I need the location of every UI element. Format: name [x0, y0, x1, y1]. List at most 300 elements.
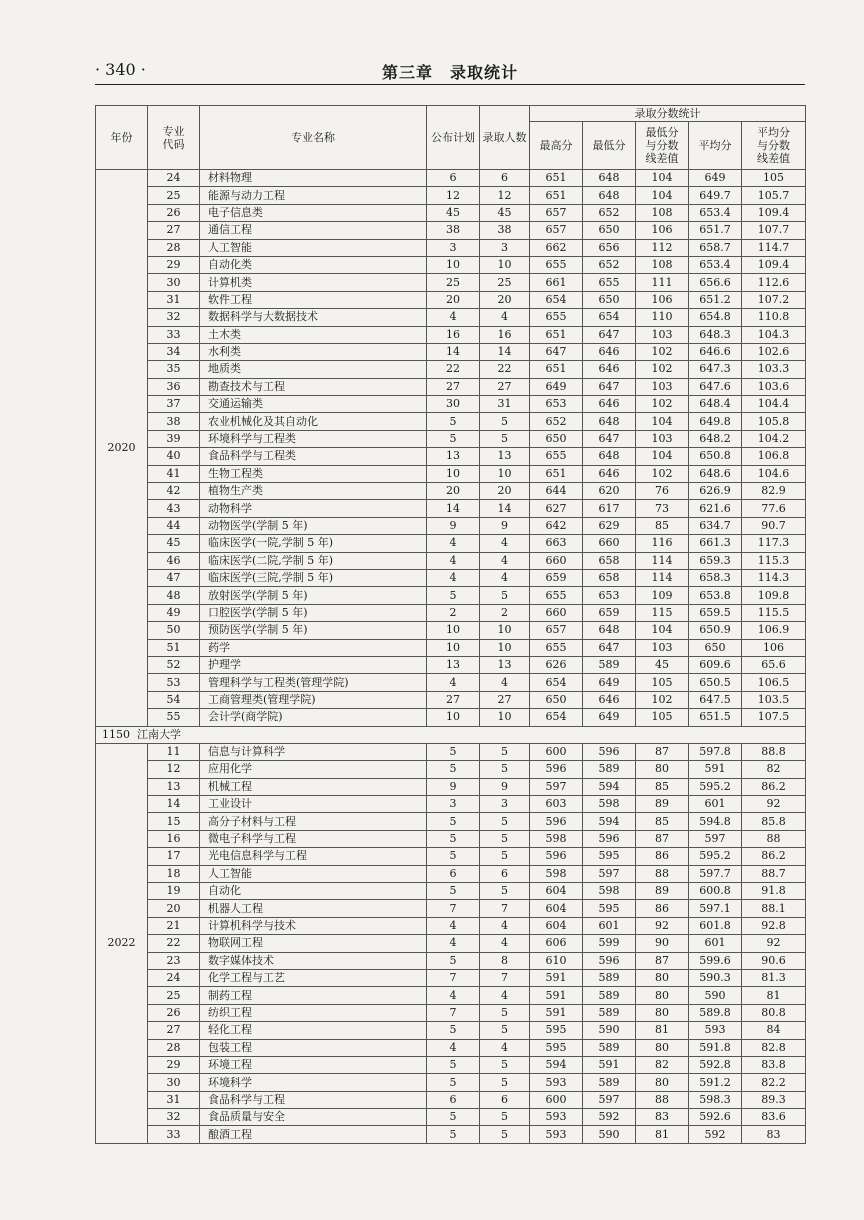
table-row [96, 848, 806, 865]
cell-avg: 651.2 [689, 291, 742, 308]
cell-min-diff: 85 [636, 778, 689, 795]
cell-min-diff: 114 [636, 569, 689, 586]
cell-avg-diff: 92 [742, 935, 806, 952]
cell-min: 646 [583, 396, 636, 413]
cell-max: 655 [530, 309, 583, 326]
cell-min: 601 [583, 917, 636, 934]
cell-min: 589 [583, 987, 636, 1004]
cell-admitted: 25 [480, 274, 530, 291]
header-min-diff: 最低分与分数线差值 [636, 122, 689, 170]
cell-plan: 9 [427, 778, 480, 795]
cell-admitted: 4 [480, 917, 530, 934]
cell-min-diff: 103 [636, 639, 689, 656]
cell-code: 45 [148, 535, 200, 552]
table-row [96, 743, 806, 760]
cell-code: 15 [148, 813, 200, 830]
cell-max: 626 [530, 656, 583, 673]
cell-min-diff: 104 [636, 413, 689, 430]
table-row [96, 691, 806, 708]
cell-avg-diff: 82.2 [742, 1074, 806, 1091]
cell-min: 649 [583, 674, 636, 691]
cell-min-diff: 80 [636, 987, 689, 1004]
cell-avg-diff: 107.7 [742, 222, 806, 239]
cell-avg-diff: 90.7 [742, 517, 806, 534]
cell-admitted: 9 [480, 517, 530, 534]
cell-major: 高分子材料与工程 [200, 813, 427, 830]
cell-min-diff: 103 [636, 326, 689, 343]
cell-major: 制药工程 [200, 987, 427, 1004]
cell-avg: 651.7 [689, 222, 742, 239]
cell-min-diff: 102 [636, 396, 689, 413]
cell-max: 593 [530, 1074, 583, 1091]
cell-admitted: 4 [480, 535, 530, 552]
cell-code: 37 [148, 396, 200, 413]
cell-admitted: 5 [480, 830, 530, 847]
cell-max: 650 [530, 430, 583, 447]
cell-plan: 2 [427, 604, 480, 621]
cell-min: 589 [583, 1039, 636, 1056]
school-name-cell [96, 726, 806, 743]
table-row [96, 326, 806, 343]
cell-min: 648 [583, 448, 636, 465]
cell-min: 658 [583, 552, 636, 569]
cell-min-diff: 89 [636, 883, 689, 900]
cell-plan: 5 [427, 413, 480, 430]
cell-avg: 601 [689, 935, 742, 952]
cell-plan: 12 [427, 187, 480, 204]
cell-plan: 6 [427, 865, 480, 882]
cell-min: 658 [583, 569, 636, 586]
cell-code: 33 [148, 1126, 200, 1143]
cell-avg-diff: 117.3 [742, 535, 806, 552]
cell-major: 包装工程 [200, 1039, 427, 1056]
cell-admitted: 6 [480, 170, 530, 187]
cell-major: 数字媒体技术 [200, 952, 427, 969]
cell-avg-diff: 90.6 [742, 952, 806, 969]
cell-min: 592 [583, 1109, 636, 1126]
cell-min-diff: 87 [636, 830, 689, 847]
cell-max: 661 [530, 274, 583, 291]
cell-plan: 10 [427, 465, 480, 482]
cell-min-diff: 104 [636, 448, 689, 465]
cell-code: 30 [148, 274, 200, 291]
cell-max: 660 [530, 604, 583, 621]
cell-min-diff: 81 [636, 1022, 689, 1039]
cell-min-diff: 80 [636, 1039, 689, 1056]
cell-plan: 10 [427, 639, 480, 656]
table-row [96, 1022, 806, 1039]
cell-plan: 5 [427, 761, 480, 778]
cell-avg-diff: 103.6 [742, 378, 806, 395]
cell-major: 地质类 [200, 361, 427, 378]
cell-code: 38 [148, 413, 200, 430]
cell-plan: 10 [427, 256, 480, 273]
cell-max: 654 [530, 291, 583, 308]
cell-admitted: 6 [480, 1091, 530, 1108]
cell-avg-diff: 84 [742, 1022, 806, 1039]
cell-code: 25 [148, 987, 200, 1004]
cell-max: 651 [530, 361, 583, 378]
cell-admitted: 4 [480, 569, 530, 586]
table-row [96, 622, 806, 639]
cell-min: 620 [583, 483, 636, 500]
cell-code: 23 [148, 952, 200, 969]
cell-code: 32 [148, 309, 200, 326]
cell-avg: 595.2 [689, 778, 742, 795]
table-row [96, 778, 806, 795]
cell-min: 590 [583, 1022, 636, 1039]
cell-min: 597 [583, 1091, 636, 1108]
cell-plan: 4 [427, 917, 480, 934]
cell-admitted: 6 [480, 865, 530, 882]
cell-major: 环境科学与工程类 [200, 430, 427, 447]
cell-min: 648 [583, 413, 636, 430]
cell-code: 47 [148, 569, 200, 586]
cell-plan: 20 [427, 483, 480, 500]
table-row [96, 987, 806, 1004]
cell-admitted: 5 [480, 1074, 530, 1091]
cell-admitted: 10 [480, 639, 530, 656]
cell-avg-diff: 115.3 [742, 552, 806, 569]
cell-min-diff: 102 [636, 343, 689, 360]
cell-admitted: 5 [480, 1109, 530, 1126]
cell-avg-diff: 109.4 [742, 204, 806, 221]
cell-avg-diff: 83.6 [742, 1109, 806, 1126]
cell-code: 43 [148, 500, 200, 517]
cell-max: 596 [530, 761, 583, 778]
cell-code: 31 [148, 1091, 200, 1108]
cell-avg: 648.2 [689, 430, 742, 447]
cell-min-diff: 111 [636, 274, 689, 291]
cell-min-diff: 112 [636, 239, 689, 256]
cell-code: 17 [148, 848, 200, 865]
cell-avg-diff: 104.6 [742, 465, 806, 482]
cell-admitted: 5 [480, 1004, 530, 1021]
cell-max: 593 [530, 1126, 583, 1143]
cell-plan: 4 [427, 552, 480, 569]
cell-min: 655 [583, 274, 636, 291]
cell-code: 21 [148, 917, 200, 934]
cell-code: 41 [148, 465, 200, 482]
cell-admitted: 45 [480, 204, 530, 221]
cell-code: 20 [148, 900, 200, 917]
cell-min-diff: 108 [636, 204, 689, 221]
cell-major: 交通运输类 [200, 396, 427, 413]
cell-plan: 13 [427, 448, 480, 465]
cell-avg: 650.5 [689, 674, 742, 691]
cell-plan: 5 [427, 952, 480, 969]
cell-admitted: 13 [480, 656, 530, 673]
cell-admitted: 5 [480, 1126, 530, 1143]
cell-admitted: 9 [480, 778, 530, 795]
cell-major: 药学 [200, 639, 427, 656]
cell-min: 646 [583, 343, 636, 360]
cell-plan: 3 [427, 239, 480, 256]
cell-admitted: 22 [480, 361, 530, 378]
cell-plan: 22 [427, 361, 480, 378]
school-row [96, 726, 806, 743]
cell-min-diff: 108 [636, 256, 689, 273]
cell-min-diff: 85 [636, 813, 689, 830]
cell-avg-diff: 102.6 [742, 343, 806, 360]
cell-avg: 650.9 [689, 622, 742, 639]
cell-code: 19 [148, 883, 200, 900]
cell-plan: 5 [427, 883, 480, 900]
section-2020 [96, 170, 806, 727]
table-row [96, 569, 806, 586]
table-row [96, 674, 806, 691]
cell-avg: 647.3 [689, 361, 742, 378]
cell-avg-diff: 77.6 [742, 500, 806, 517]
cell-admitted: 7 [480, 969, 530, 986]
cell-code: 11 [148, 743, 200, 760]
cell-max: 596 [530, 848, 583, 865]
cell-admitted: 4 [480, 674, 530, 691]
cell-max: 659 [530, 569, 583, 586]
table-row [96, 465, 806, 482]
cell-major: 临床医学(三院,学制 5 年) [200, 569, 427, 586]
cell-major: 勘查技术与工程 [200, 378, 427, 395]
cell-avg-diff: 104.3 [742, 326, 806, 343]
cell-avg-diff: 107.2 [742, 291, 806, 308]
table-row [96, 865, 806, 882]
cell-plan: 5 [427, 1022, 480, 1039]
cell-avg: 646.6 [689, 343, 742, 360]
cell-major: 食品科学与工程 [200, 1091, 427, 1108]
cell-code: 18 [148, 865, 200, 882]
cell-avg: 647.5 [689, 691, 742, 708]
cell-avg: 591 [689, 761, 742, 778]
cell-avg-diff: 82.8 [742, 1039, 806, 1056]
cell-min: 594 [583, 778, 636, 795]
table-row [96, 813, 806, 830]
cell-min-diff: 80 [636, 1004, 689, 1021]
cell-plan: 27 [427, 378, 480, 395]
cell-avg: 597.7 [689, 865, 742, 882]
cell-avg: 592.8 [689, 1056, 742, 1073]
cell-avg-diff: 86.2 [742, 778, 806, 795]
table-row [96, 256, 806, 273]
cell-max: 644 [530, 483, 583, 500]
cell-code: 28 [148, 239, 200, 256]
cell-avg: 595.2 [689, 848, 742, 865]
cell-admitted: 5 [480, 743, 530, 760]
cell-min-diff: 92 [636, 917, 689, 934]
cell-min-diff: 105 [636, 674, 689, 691]
cell-plan: 4 [427, 569, 480, 586]
cell-admitted: 10 [480, 622, 530, 639]
cell-min: 648 [583, 187, 636, 204]
cell-min-diff: 45 [636, 656, 689, 673]
cell-major: 动物科学 [200, 500, 427, 517]
cell-avg: 654.8 [689, 309, 742, 326]
table-row [96, 900, 806, 917]
cell-min-diff: 106 [636, 291, 689, 308]
cell-avg: 653.4 [689, 256, 742, 273]
cell-admitted: 5 [480, 761, 530, 778]
cell-min-diff: 110 [636, 309, 689, 326]
cell-major: 预防医学(学制 5 年) [200, 622, 427, 639]
cell-code: 12 [148, 761, 200, 778]
cell-max: 606 [530, 935, 583, 952]
cell-plan: 16 [427, 326, 480, 343]
cell-avg-diff: 114.3 [742, 569, 806, 586]
cell-admitted: 13 [480, 448, 530, 465]
cell-min: 596 [583, 743, 636, 760]
cell-admitted: 5 [480, 1056, 530, 1073]
cell-max: 651 [530, 170, 583, 187]
cell-min: 596 [583, 952, 636, 969]
table-row [96, 883, 806, 900]
cell-major: 临床医学(二院,学制 5 年) [200, 552, 427, 569]
cell-avg-diff: 88 [742, 830, 806, 847]
header-plan: 公布计划 [427, 106, 480, 170]
cell-avg: 650.8 [689, 448, 742, 465]
cell-avg-diff: 81 [742, 987, 806, 1004]
cell-code: 31 [148, 291, 200, 308]
cell-max: 655 [530, 639, 583, 656]
cell-avg-diff: 103.3 [742, 361, 806, 378]
cell-major: 自动化 [200, 883, 427, 900]
cell-min: 589 [583, 969, 636, 986]
cell-max: 596 [530, 813, 583, 830]
cell-admitted: 10 [480, 256, 530, 273]
cell-min: 646 [583, 465, 636, 482]
cell-admitted: 4 [480, 935, 530, 952]
cell-min: 594 [583, 813, 636, 830]
page-header [95, 58, 805, 84]
year-cell: 2022 [96, 743, 148, 1143]
cell-min: 656 [583, 239, 636, 256]
cell-min: 589 [583, 1004, 636, 1021]
cell-major: 信息与计算科学 [200, 743, 427, 760]
cell-avg: 648.4 [689, 396, 742, 413]
cell-avg-diff: 109.4 [742, 256, 806, 273]
table-row [96, 483, 806, 500]
cell-avg: 597.1 [689, 900, 742, 917]
cell-code: 39 [148, 430, 200, 447]
cell-major: 会计学(商学院) [200, 709, 427, 726]
cell-admitted: 5 [480, 413, 530, 430]
cell-max: 610 [530, 952, 583, 969]
cell-major: 护理学 [200, 656, 427, 673]
cell-plan: 4 [427, 535, 480, 552]
cell-max: 657 [530, 622, 583, 639]
cell-major: 食品科学与工程类 [200, 448, 427, 465]
cell-avg-diff: 115.5 [742, 604, 806, 621]
cell-avg: 598.3 [689, 1091, 742, 1108]
header-max: 最高分 [530, 122, 583, 170]
table-row [96, 448, 806, 465]
cell-major: 人工智能 [200, 865, 427, 882]
cell-avg-diff: 65.6 [742, 656, 806, 673]
cell-admitted: 5 [480, 1022, 530, 1039]
cell-max: 598 [530, 830, 583, 847]
cell-avg: 650 [689, 639, 742, 656]
cell-code: 28 [148, 1039, 200, 1056]
cell-major: 临床医学(一院,学制 5 年) [200, 535, 427, 552]
cell-max: 598 [530, 865, 583, 882]
chapter-title: 第三章 录取统计 [381, 63, 518, 82]
cell-max: 594 [530, 1056, 583, 1073]
cell-avg: 648.3 [689, 326, 742, 343]
cell-major: 通信工程 [200, 222, 427, 239]
cell-avg: 649 [689, 170, 742, 187]
cell-min: 650 [583, 291, 636, 308]
cell-admitted: 5 [480, 430, 530, 447]
table-row [96, 587, 806, 604]
cell-code: 55 [148, 709, 200, 726]
table-row [96, 935, 806, 952]
table-row [96, 952, 806, 969]
cell-plan: 4 [427, 1039, 480, 1056]
cell-avg-diff: 86.2 [742, 848, 806, 865]
cell-major: 计算机类 [200, 274, 427, 291]
cell-max: 600 [530, 743, 583, 760]
cell-avg-diff: 106.9 [742, 622, 806, 639]
cell-max: 660 [530, 552, 583, 569]
cell-min-diff: 83 [636, 1109, 689, 1126]
cell-min: 598 [583, 796, 636, 813]
table-row [96, 1056, 806, 1073]
cell-code: 27 [148, 1022, 200, 1039]
cell-min: 650 [583, 222, 636, 239]
cell-avg-diff: 89.3 [742, 1091, 806, 1108]
cell-min-diff: 104 [636, 170, 689, 187]
cell-major: 应用化学 [200, 761, 427, 778]
cell-code: 48 [148, 587, 200, 604]
table-row [96, 291, 806, 308]
cell-code: 13 [148, 778, 200, 795]
cell-admitted: 3 [480, 796, 530, 813]
cell-min-diff: 114 [636, 552, 689, 569]
cell-min: 595 [583, 900, 636, 917]
cell-major: 工商管理类(管理学院) [200, 691, 427, 708]
year-cell: 2020 [96, 170, 148, 727]
cell-max: 591 [530, 1004, 583, 1021]
cell-min-diff: 80 [636, 1074, 689, 1091]
cell-min-diff: 80 [636, 761, 689, 778]
cell-admitted: 27 [480, 691, 530, 708]
cell-major: 电子信息类 [200, 204, 427, 221]
cell-max: 604 [530, 900, 583, 917]
cell-min-diff: 105 [636, 709, 689, 726]
cell-min-diff: 104 [636, 187, 689, 204]
cell-min: 660 [583, 535, 636, 552]
cell-plan: 38 [427, 222, 480, 239]
cell-max: 595 [530, 1039, 583, 1056]
cell-min: 598 [583, 883, 636, 900]
cell-admitted: 5 [480, 848, 530, 865]
cell-major: 生物工程类 [200, 465, 427, 482]
cell-admitted: 5 [480, 587, 530, 604]
cell-avg-diff: 82.9 [742, 483, 806, 500]
table-row [96, 1091, 806, 1108]
cell-admitted: 16 [480, 326, 530, 343]
table-row [96, 430, 806, 447]
cell-avg: 597.8 [689, 743, 742, 760]
cell-min-diff: 90 [636, 935, 689, 952]
table-row [96, 796, 806, 813]
page-number: · 340 · [95, 60, 146, 79]
cell-plan: 7 [427, 969, 480, 986]
cell-major: 机械工程 [200, 778, 427, 795]
cell-plan: 14 [427, 343, 480, 360]
cell-max: 655 [530, 256, 583, 273]
table-row [96, 1004, 806, 1021]
cell-min-diff: 116 [636, 535, 689, 552]
cell-min: 590 [583, 1126, 636, 1143]
